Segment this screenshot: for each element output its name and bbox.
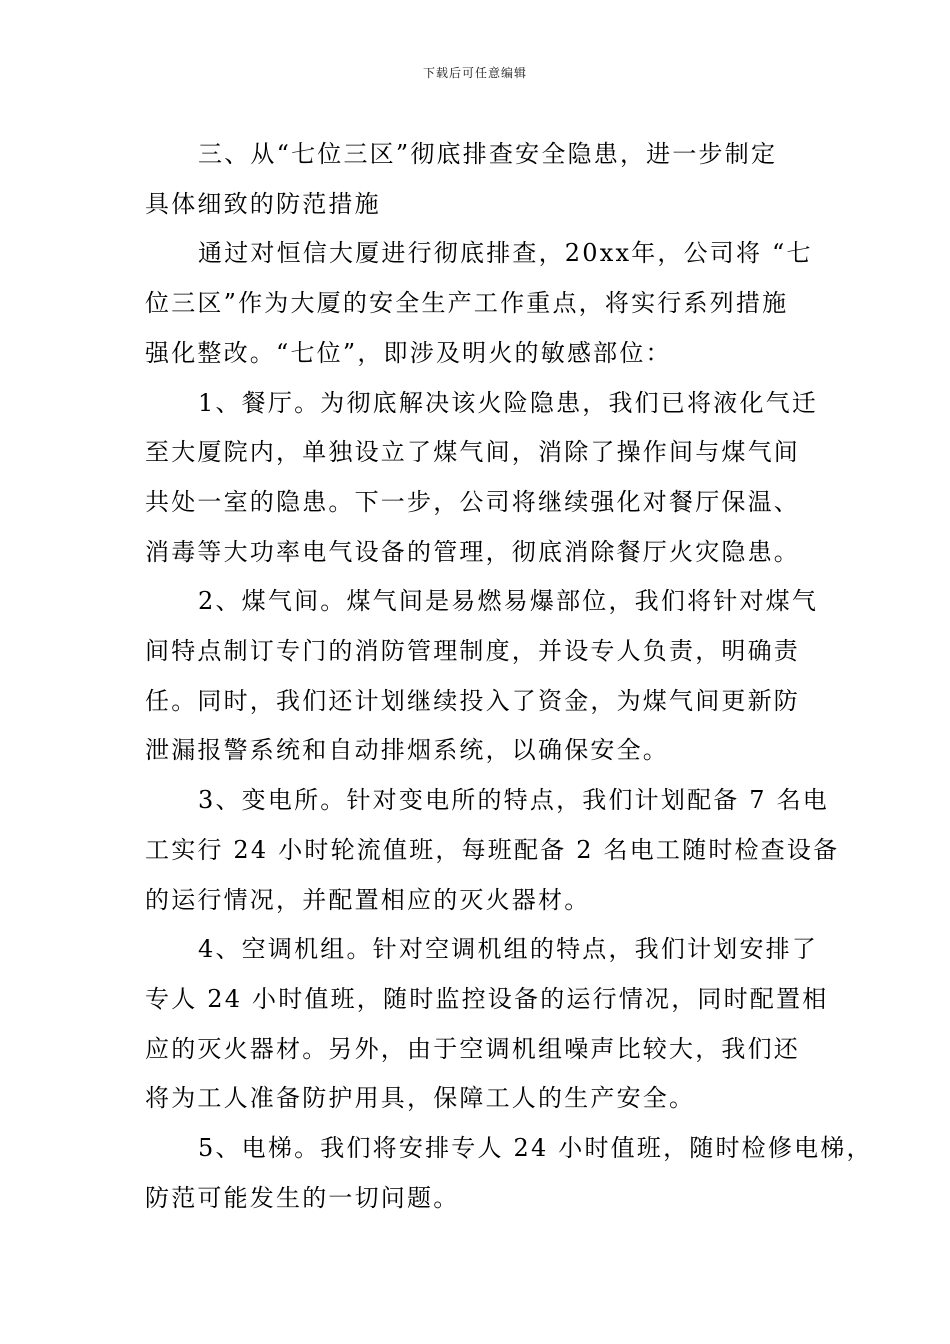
text-line: 应的灭火器材。另外，由于空调机组噪声比较大，我们还	[145, 1034, 800, 1063]
paragraph-item-1	[145, 379, 819, 578]
text-line: 三、从“七位三区”彻底排查安全隐患，进一步制定	[198, 140, 778, 168]
paragraph-item-3	[145, 776, 840, 925]
text-line: 共处一室的隐患。下一步，公司将继续强化对餐厅保温、	[145, 487, 800, 516]
text-line: 具体细致的防范措施	[145, 189, 381, 218]
text-line: 至大厦院内，单独设立了煤气间，消除了操作间与煤气间	[145, 438, 800, 467]
paragraph-item-4	[145, 925, 829, 1124]
text-line: 的运行情况，并配置相应的灭火器材。	[145, 885, 591, 914]
text-line: 将为工人准备防护用具，保障工人的生产安全。	[145, 1084, 696, 1113]
paragraph-intro	[145, 229, 813, 378]
text-line: 2、煤气间。煤气间是易燃易爆部位，我们将针对煤气	[198, 587, 819, 616]
text-line: 4、空调机组。针对空调机组的特点，我们计划安排了	[198, 935, 819, 964]
text-line: 专人 24 小时值班，随时监控设备的运行情况，同时配置相	[145, 984, 829, 1013]
paragraph-item-5	[145, 1124, 873, 1223]
text-line: 通过对恒信大厦进行彻底排查，20xx年，公司将 “七	[198, 239, 813, 268]
text-line: 间特点制订专门的消防管理制度，并设专人负责，明确责	[145, 637, 800, 666]
section-heading	[145, 130, 807, 229]
text-line: 位三区”作为大厦的安全生产工作重点，将实行系列措施	[145, 289, 789, 318]
text-line: 任。同时，我们还计划继续投入了资金，为煤气间更新防	[145, 686, 800, 715]
text-line: 防范可能发生的一切问题。	[145, 1183, 460, 1212]
text-line: 1、餐厅。为彻底解决该火险隐患，我们已将液化气迁	[198, 388, 819, 417]
paragraph-item-2	[145, 577, 819, 776]
document-body	[145, 130, 873, 1223]
page-header: 下载后可任意编辑	[422, 66, 527, 80]
text-line: 5、电梯。我们将安排专人 24 小时值班，随时检修电梯，	[198, 1134, 873, 1163]
text-line: 3、变电所。针对变电所的特点，我们计划配备 7 名电	[198, 786, 829, 815]
text-line: 强化整改。“七位”，即涉及明火的敏感部位：	[145, 338, 672, 367]
text-line: 工实行 24 小时轮流值班，每班配备 2 名电工随时检查设备	[145, 835, 840, 864]
text-line: 泄漏报警系统和自动排烟系统，以确保安全。	[145, 736, 669, 765]
text-line: 消毒等大功率电气设备的管理，彻底消除餐厅火灾隐患。	[145, 537, 800, 566]
